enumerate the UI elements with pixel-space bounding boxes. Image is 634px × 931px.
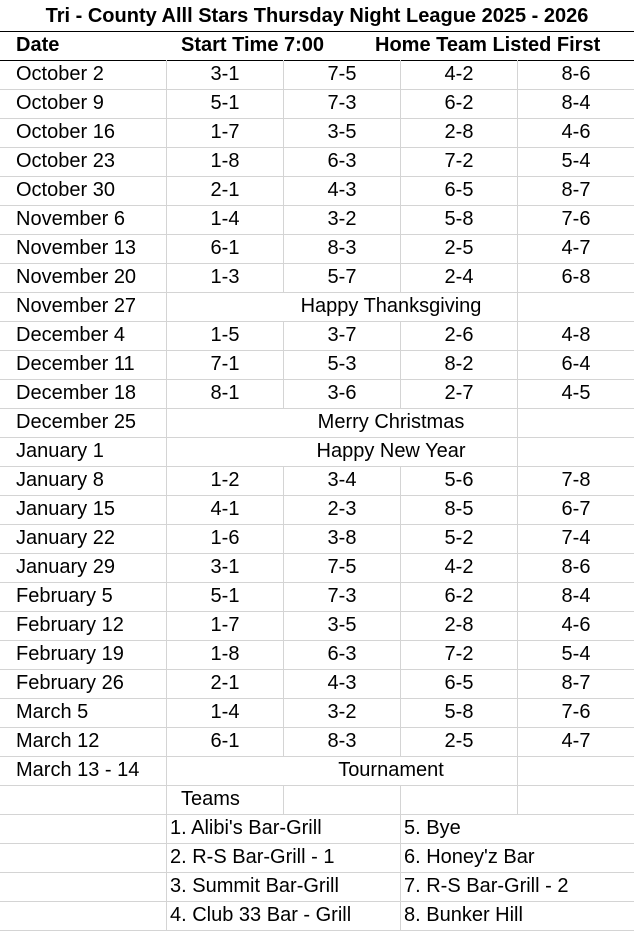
grid-line <box>166 118 167 148</box>
grid-line <box>0 640 634 641</box>
grid-line <box>400 872 401 902</box>
grid-line <box>166 60 167 90</box>
matchup-cell: 6-5 <box>444 672 474 694</box>
grid-line <box>517 118 518 148</box>
grid-line <box>166 553 167 583</box>
matchup-cell: 3-7 <box>327 324 357 346</box>
grid-line <box>0 814 634 815</box>
schedule-date: October 30 <box>16 179 115 201</box>
matchup-cell: 8-4 <box>561 585 591 607</box>
grid-line <box>400 89 401 119</box>
grid-line <box>517 292 518 322</box>
schedule-date: November 13 <box>16 237 137 259</box>
matchup-cell: 7-3 <box>327 585 357 607</box>
matchup-cell: 4-3 <box>327 179 357 201</box>
grid-line <box>166 263 167 293</box>
matchup-cell: 1-7 <box>210 121 240 143</box>
grid-line <box>283 785 284 815</box>
grid-line <box>166 698 167 728</box>
grid-line <box>166 756 167 786</box>
grid-line <box>166 176 167 206</box>
grid-line <box>166 872 167 902</box>
matchup-cell: 7-6 <box>561 701 591 723</box>
matchup-cell: 8-5 <box>444 498 474 520</box>
team-name: 4. Club 33 Bar - Grill <box>170 904 352 926</box>
grid-line <box>166 495 167 525</box>
schedule-date: October 23 <box>16 150 115 172</box>
matchup-cell: 2-3 <box>327 498 357 520</box>
grid-line <box>0 785 634 786</box>
holiday-note: Happy New Year <box>316 440 466 462</box>
grid-line <box>0 205 634 206</box>
grid-line <box>0 147 634 148</box>
matchup-cell: 4-6 <box>561 121 591 143</box>
matchup-cell: 2-1 <box>210 672 240 694</box>
grid-line <box>400 524 401 554</box>
matchup-cell: 8-6 <box>561 556 591 578</box>
grid-line <box>283 553 284 583</box>
grid-line <box>517 727 518 757</box>
team-name: 6. Honey'z Bar <box>404 846 535 868</box>
grid-line <box>0 669 634 670</box>
schedule-date: March 13 - 14 <box>16 759 140 781</box>
matchup-cell: 6-5 <box>444 179 474 201</box>
matchup-cell: 3-1 <box>210 63 240 85</box>
grid-line <box>400 640 401 670</box>
grid-line <box>283 379 284 409</box>
grid-line <box>166 234 167 264</box>
schedule-date: January 29 <box>16 556 115 578</box>
grid-line <box>400 176 401 206</box>
matchup-cell: 1-6 <box>210 527 240 549</box>
matchup-cell: 1-7 <box>210 614 240 636</box>
grid-line <box>400 582 401 612</box>
grid-line <box>0 31 634 32</box>
grid-line <box>517 785 518 815</box>
grid-line <box>166 292 167 322</box>
grid-line <box>517 611 518 641</box>
matchup-cell: 7-5 <box>327 63 357 85</box>
matchup-cell: 6-3 <box>327 150 357 172</box>
matchup-cell: 5-4 <box>561 150 591 172</box>
grid-line <box>283 495 284 525</box>
grid-line <box>0 698 634 699</box>
grid-line <box>517 524 518 554</box>
grid-line <box>166 843 167 873</box>
grid-line <box>517 466 518 496</box>
grid-line <box>166 147 167 177</box>
schedule-date: January 15 <box>16 498 115 520</box>
schedule-date: March 5 <box>16 701 89 723</box>
matchup-cell: 7-6 <box>561 208 591 230</box>
matchup-cell: 1-3 <box>210 266 240 288</box>
grid-line <box>517 350 518 380</box>
grid-line <box>400 785 401 815</box>
matchup-cell: 1-4 <box>210 701 240 723</box>
grid-line <box>400 147 401 177</box>
grid-line <box>400 321 401 351</box>
grid-line <box>517 756 518 786</box>
matchup-cell: 2-7 <box>444 382 474 404</box>
grid-line <box>283 524 284 554</box>
grid-line <box>400 466 401 496</box>
matchup-cell: 5-8 <box>444 701 474 723</box>
grid-line <box>517 263 518 293</box>
schedule-date: October 16 <box>16 121 115 143</box>
grid-line <box>400 843 401 873</box>
team-name: 8. Bunker Hill <box>404 904 523 926</box>
grid-line <box>517 640 518 670</box>
matchup-cell: 3-5 <box>327 121 357 143</box>
grid-line <box>0 263 634 264</box>
matchup-cell: 5-7 <box>327 266 357 288</box>
matchup-cell: 4-6 <box>561 614 591 636</box>
matchup-cell: 7-3 <box>327 92 357 114</box>
header-start-time: Start Time 7:00 <box>181 34 325 56</box>
grid-line <box>517 698 518 728</box>
schedule-date: October 9 <box>16 92 104 114</box>
grid-line <box>283 263 284 293</box>
matchup-cell: 1-8 <box>210 150 240 172</box>
grid-line <box>166 524 167 554</box>
grid-line <box>166 466 167 496</box>
grid-line <box>400 611 401 641</box>
schedule-date: November 20 <box>16 266 137 288</box>
grid-line <box>517 408 518 438</box>
matchup-cell: 4-2 <box>444 63 474 85</box>
matchup-cell: 4-1 <box>210 498 240 520</box>
matchup-cell: 5-3 <box>327 353 357 375</box>
grid-line <box>283 727 284 757</box>
grid-line <box>283 205 284 235</box>
matchup-cell: 3-4 <box>327 469 357 491</box>
grid-line <box>517 379 518 409</box>
holiday-note: Happy Thanksgiving <box>300 295 482 317</box>
grid-line <box>0 553 634 554</box>
grid-line <box>166 611 167 641</box>
matchup-cell: 2-1 <box>210 179 240 201</box>
matchup-cell: 6-1 <box>210 730 240 752</box>
matchup-cell: 6-2 <box>444 585 474 607</box>
grid-line <box>517 669 518 699</box>
grid-line <box>0 524 634 525</box>
grid-line <box>0 582 634 583</box>
grid-line <box>0 176 634 177</box>
matchup-cell: 5-1 <box>210 92 240 114</box>
matchup-cell: 5-4 <box>561 643 591 665</box>
matchup-cell: 4-7 <box>561 730 591 752</box>
matchup-cell: 7-1 <box>210 353 240 375</box>
teams-label: Teams <box>181 788 240 810</box>
grid-line <box>0 350 634 351</box>
schedule-date: January 1 <box>16 440 104 462</box>
grid-line <box>400 698 401 728</box>
matchup-cell: 3-6 <box>327 382 357 404</box>
matchup-cell: 4-5 <box>561 382 591 404</box>
grid-line <box>0 234 634 235</box>
grid-line <box>0 901 634 902</box>
grid-line <box>0 60 634 61</box>
team-name: 1. Alibi's Bar-Grill <box>170 817 322 839</box>
grid-line <box>400 814 401 844</box>
schedule-date: January 22 <box>16 527 115 549</box>
grid-line <box>517 176 518 206</box>
grid-line <box>166 640 167 670</box>
matchup-cell: 5-6 <box>444 469 474 491</box>
matchup-cell: 6-4 <box>561 353 591 375</box>
matchup-cell: 8-4 <box>561 92 591 114</box>
grid-line <box>517 205 518 235</box>
grid-line <box>400 263 401 293</box>
grid-line <box>517 60 518 90</box>
matchup-cell: 2-6 <box>444 324 474 346</box>
grid-line <box>283 234 284 264</box>
grid-line <box>400 669 401 699</box>
matchup-cell: 2-5 <box>444 730 474 752</box>
grid-line <box>0 727 634 728</box>
schedule-date: March 12 <box>16 730 100 752</box>
grid-line <box>517 582 518 612</box>
matchup-cell: 3-1 <box>210 556 240 578</box>
grid-line <box>166 437 167 467</box>
matchup-cell: 7-8 <box>561 469 591 491</box>
matchup-cell: 8-7 <box>561 672 591 694</box>
schedule-date: December 11 <box>16 353 135 375</box>
matchup-cell: 2-8 <box>444 121 474 143</box>
schedule-date: December 18 <box>16 382 137 404</box>
grid-line <box>283 176 284 206</box>
matchup-cell: 8-6 <box>561 63 591 85</box>
matchup-cell: 1-2 <box>210 469 240 491</box>
matchup-cell: 3-5 <box>327 614 357 636</box>
grid-line <box>0 292 634 293</box>
matchup-cell: 4-8 <box>561 324 591 346</box>
grid-line <box>0 437 634 438</box>
grid-line <box>400 379 401 409</box>
matchup-cell: 1-5 <box>210 324 240 346</box>
matchup-cell: 1-4 <box>210 208 240 230</box>
schedule-date: February 12 <box>16 614 124 636</box>
grid-line <box>166 379 167 409</box>
grid-line <box>283 640 284 670</box>
grid-line <box>0 756 634 757</box>
grid-line <box>283 582 284 612</box>
team-name: 5. Bye <box>404 817 461 839</box>
matchup-cell: 6-7 <box>561 498 591 520</box>
grid-line <box>0 408 634 409</box>
matchup-cell: 2-4 <box>444 266 474 288</box>
schedule-date: December 25 <box>16 411 137 433</box>
matchup-cell: 4-2 <box>444 556 474 578</box>
matchup-cell: 6-8 <box>561 266 591 288</box>
team-name: 2. R-S Bar-Grill - 1 <box>170 846 335 868</box>
schedule-date: January 8 <box>16 469 104 491</box>
grid-line <box>283 611 284 641</box>
grid-line <box>166 89 167 119</box>
grid-line <box>400 553 401 583</box>
schedule-date: February 26 <box>16 672 124 694</box>
matchup-cell: 8-1 <box>210 382 240 404</box>
matchup-cell: 1-8 <box>210 643 240 665</box>
holiday-note: Tournament <box>338 759 444 781</box>
grid-line <box>400 205 401 235</box>
schedule-date: December 4 <box>16 324 125 346</box>
matchup-cell: 7-5 <box>327 556 357 578</box>
grid-line <box>166 785 167 815</box>
matchup-cell: 7-2 <box>444 150 474 172</box>
grid-line <box>283 669 284 699</box>
grid-line <box>166 350 167 380</box>
grid-line <box>0 466 634 467</box>
matchup-cell: 8-7 <box>561 179 591 201</box>
grid-line <box>517 147 518 177</box>
holiday-note: Merry Christmas <box>317 411 465 433</box>
grid-line <box>166 669 167 699</box>
grid-line <box>517 234 518 264</box>
schedule-date: November 27 <box>16 295 137 317</box>
grid-line <box>283 89 284 119</box>
grid-line <box>283 60 284 90</box>
grid-line <box>166 814 167 844</box>
grid-line <box>517 495 518 525</box>
grid-line <box>400 350 401 380</box>
matchup-cell: 5-2 <box>444 527 474 549</box>
grid-line <box>400 495 401 525</box>
schedule-date: February 5 <box>16 585 113 607</box>
grid-line <box>283 147 284 177</box>
team-name: 7. R-S Bar-Grill - 2 <box>404 875 569 897</box>
grid-line <box>283 698 284 728</box>
grid-line <box>166 205 167 235</box>
grid-line <box>166 321 167 351</box>
grid-line <box>0 495 634 496</box>
grid-line <box>283 321 284 351</box>
grid-line <box>166 408 167 438</box>
matchup-cell: 6-2 <box>444 92 474 114</box>
grid-line <box>400 118 401 148</box>
grid-line <box>283 350 284 380</box>
matchup-cell: 6-1 <box>210 237 240 259</box>
grid-line <box>0 89 634 90</box>
matchup-cell: 6-3 <box>327 643 357 665</box>
grid-line <box>400 727 401 757</box>
matchup-cell: 8-3 <box>327 730 357 752</box>
grid-line <box>283 118 284 148</box>
schedule-date: November 6 <box>16 208 125 230</box>
grid-line <box>400 60 401 90</box>
matchup-cell: 4-3 <box>327 672 357 694</box>
grid-line <box>0 118 634 119</box>
matchup-cell: 8-3 <box>327 237 357 259</box>
matchup-cell: 7-4 <box>561 527 591 549</box>
header-date: Date <box>16 34 60 56</box>
grid-line <box>517 437 518 467</box>
grid-line <box>0 843 634 844</box>
matchup-cell: 5-8 <box>444 208 474 230</box>
matchup-cell: 3-2 <box>327 701 357 723</box>
grid-line <box>400 901 401 931</box>
grid-line <box>0 379 634 380</box>
grid-line <box>0 872 634 873</box>
matchup-cell: 8-2 <box>444 353 474 375</box>
grid-line <box>517 321 518 351</box>
team-name: 3. Summit Bar-Grill <box>170 875 339 897</box>
grid-line <box>517 89 518 119</box>
grid-line <box>0 321 634 322</box>
grid-line <box>166 727 167 757</box>
grid-line <box>400 234 401 264</box>
matchup-cell: 4-7 <box>561 237 591 259</box>
matchup-cell: 3-8 <box>327 527 357 549</box>
grid-line <box>517 553 518 583</box>
matchup-cell: 7-2 <box>444 643 474 665</box>
matchup-cell: 3-2 <box>327 208 357 230</box>
matchup-cell: 2-5 <box>444 237 474 259</box>
sheet-title: Tri - County Alll Stars Thursday Night League 2025 - 2026 <box>45 5 589 27</box>
matchup-cell: 2-8 <box>444 614 474 636</box>
header-home-team: Home Team Listed First <box>375 34 601 56</box>
grid-line <box>166 901 167 931</box>
grid-line <box>166 582 167 612</box>
schedule-date: October 2 <box>16 63 104 85</box>
schedule-date: February 19 <box>16 643 124 665</box>
grid-line <box>283 466 284 496</box>
grid-line <box>0 611 634 612</box>
matchup-cell: 5-1 <box>210 585 240 607</box>
